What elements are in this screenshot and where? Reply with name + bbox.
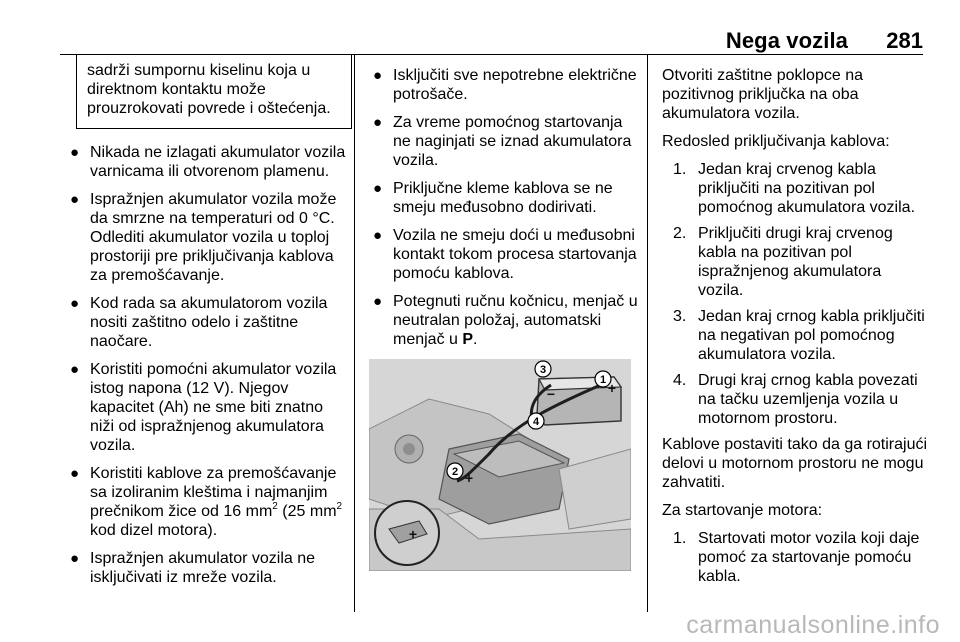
step-text: Jedan kraj crnog kabla priključiti na negativan pol pomoćnog akumulatora vozila. bbox=[698, 308, 925, 363]
minus-terminal-label: − bbox=[546, 386, 556, 402]
superscript: 2 bbox=[336, 500, 343, 512]
list-item bbox=[366, 179, 638, 217]
bullet-icon: ● bbox=[70, 465, 80, 482]
bullet-icon: ● bbox=[373, 227, 383, 244]
list-item bbox=[63, 143, 349, 181]
list-item-text: . bbox=[473, 331, 478, 348]
bullet-icon: ● bbox=[373, 293, 383, 310]
page-number: 281 bbox=[886, 28, 923, 53]
step-text: Priključiti drugi kraj crvenog kabla na pozitivan pol ispražnjenog akumulatora vozila. bbox=[698, 225, 893, 299]
bullet-icon: ● bbox=[70, 550, 80, 567]
list-item-text: Priključne kleme kablova se ne smeju međusobno dodirivati. bbox=[393, 180, 613, 216]
procedure-list bbox=[366, 66, 638, 349]
gear-position-p: P bbox=[462, 331, 474, 348]
list-item bbox=[63, 549, 349, 587]
column-divider-1 bbox=[354, 55, 355, 612]
list-item-text: Isključiti sve nepotrebne električne potrošače. bbox=[393, 67, 637, 103]
inset-plus-label: + bbox=[408, 526, 418, 542]
list-item bbox=[366, 66, 638, 104]
bullet-icon: ● bbox=[70, 144, 80, 161]
step-text: Drugi kraj crnog kabla povezati na tačku uzemljenja vozila u motornom prostoru. bbox=[698, 372, 918, 427]
list-item bbox=[63, 464, 349, 540]
list-item bbox=[366, 292, 638, 349]
list-item-text: Koristiti kablove za premošćavanje sa izoliranim kleštima i najmanjim prečnikom žice od 16 mm bbox=[90, 465, 337, 520]
bullet-icon: ● bbox=[70, 191, 80, 208]
section-title: Nega vozila bbox=[725, 28, 848, 53]
list-item-text: Kod rada sa akumulatorom vozila nositi zaštitno odelo i zaštitne naočare. bbox=[90, 295, 328, 350]
callout-3: 3 bbox=[539, 364, 547, 376]
list-item-text: Ispražnjen akumulator vozila ne isključivati iz mreže vozila. bbox=[90, 550, 316, 586]
list-item-text: Potegnuti ručnu kočnicu, menjač u neutralan položaj, automatski menjač u bbox=[393, 293, 638, 348]
step-text: Startovati motor vozila koji daje pomoć za startovanje pomoću kabla. bbox=[698, 530, 920, 585]
safety-list bbox=[63, 143, 349, 587]
list-item bbox=[673, 160, 930, 217]
column-2 bbox=[366, 66, 638, 571]
step-number: 3. bbox=[673, 308, 687, 325]
list-item-text: (25 mm bbox=[277, 503, 337, 520]
bullet-icon: ● bbox=[373, 67, 383, 84]
list-item bbox=[673, 307, 930, 364]
step-text: Jedan kraj crvenog kabla priključiti na pozitivan pol pomoćnog akumulatora vozila. bbox=[698, 161, 916, 216]
step-number: 4. bbox=[673, 372, 687, 389]
list-item bbox=[673, 529, 930, 586]
step-number: 1. bbox=[673, 161, 687, 178]
step-number: 2. bbox=[673, 225, 687, 242]
list-item bbox=[366, 226, 638, 283]
list-item-text: Za vreme pomoćnog startovanja ne naginjati se iznad akumulatora vozila. bbox=[393, 114, 632, 169]
column-1 bbox=[63, 55, 349, 596]
engine-bay-illustration bbox=[369, 359, 631, 571]
callout-1: 1 bbox=[599, 374, 607, 386]
list-item-text: kod dizel motora). bbox=[90, 522, 218, 539]
list-item-text: Koristiti pomoćni akumulator vozila istog napona (12 V). Njegov kapacitet (Ah) ne sme biti znatno niži od ispražnjenog akumulatora vozila. bbox=[90, 361, 337, 454]
paragraph: Za startovanje motora: bbox=[662, 502, 823, 519]
warning-text: sadrži sumpornu kiselinu koja u direktnom kontaktu može prouzrokovati povrede i oštećenja. bbox=[87, 62, 331, 117]
column-3 bbox=[662, 66, 930, 593]
callout-4: 4 bbox=[532, 416, 540, 428]
paragraph: Otvoriti zaštitne poklopce na pozitivnog priključka na oba akumulatora vozila. bbox=[662, 67, 863, 122]
watermark: carmanualsonline.info bbox=[686, 611, 940, 639]
superscript: 2 bbox=[272, 500, 278, 512]
warning-box bbox=[76, 55, 352, 129]
list-item bbox=[63, 294, 349, 351]
paragraph: Kablove postaviti tako da ga rotirajući delovi u motornom prostoru ne mogu zahvatiti. bbox=[662, 436, 928, 491]
list-item bbox=[673, 224, 930, 300]
list-item bbox=[63, 190, 349, 285]
plus-terminal-label-2: + bbox=[464, 470, 474, 486]
bullet-icon: ● bbox=[70, 361, 80, 378]
page-header bbox=[0, 24, 960, 54]
column-divider-2 bbox=[647, 55, 648, 612]
callout-2: 2 bbox=[451, 466, 459, 478]
bullet-icon: ● bbox=[70, 295, 80, 312]
paragraph: Redosled priključivanja kablova: bbox=[662, 133, 890, 150]
connection-steps bbox=[673, 160, 930, 428]
plus-terminal-label: + bbox=[607, 380, 617, 396]
list-item bbox=[63, 360, 349, 455]
jump-start-figure bbox=[369, 359, 631, 571]
list-item-text: Ispražnjen akumulator vozila može da smrzne na temperaturi od 0 °C. Odlediti akumulator vozila u toploj prostoriji pre priključivanja kablova za premošćavanje. bbox=[90, 191, 337, 284]
list-item-text: Vozila ne smeju doći u međusobni kontakt tokom procesa startovanja pomoću kablova. bbox=[393, 227, 637, 282]
list-item bbox=[673, 371, 930, 428]
list-item-text: Nikada ne izlagati akumulator vozila varnicama ili otvorenom plamenu. bbox=[90, 144, 346, 180]
start-steps bbox=[673, 529, 930, 586]
bullet-icon: ● bbox=[373, 180, 383, 197]
bullet-icon: ● bbox=[373, 114, 383, 131]
step-number: 1. bbox=[673, 530, 687, 547]
list-item bbox=[366, 113, 638, 170]
